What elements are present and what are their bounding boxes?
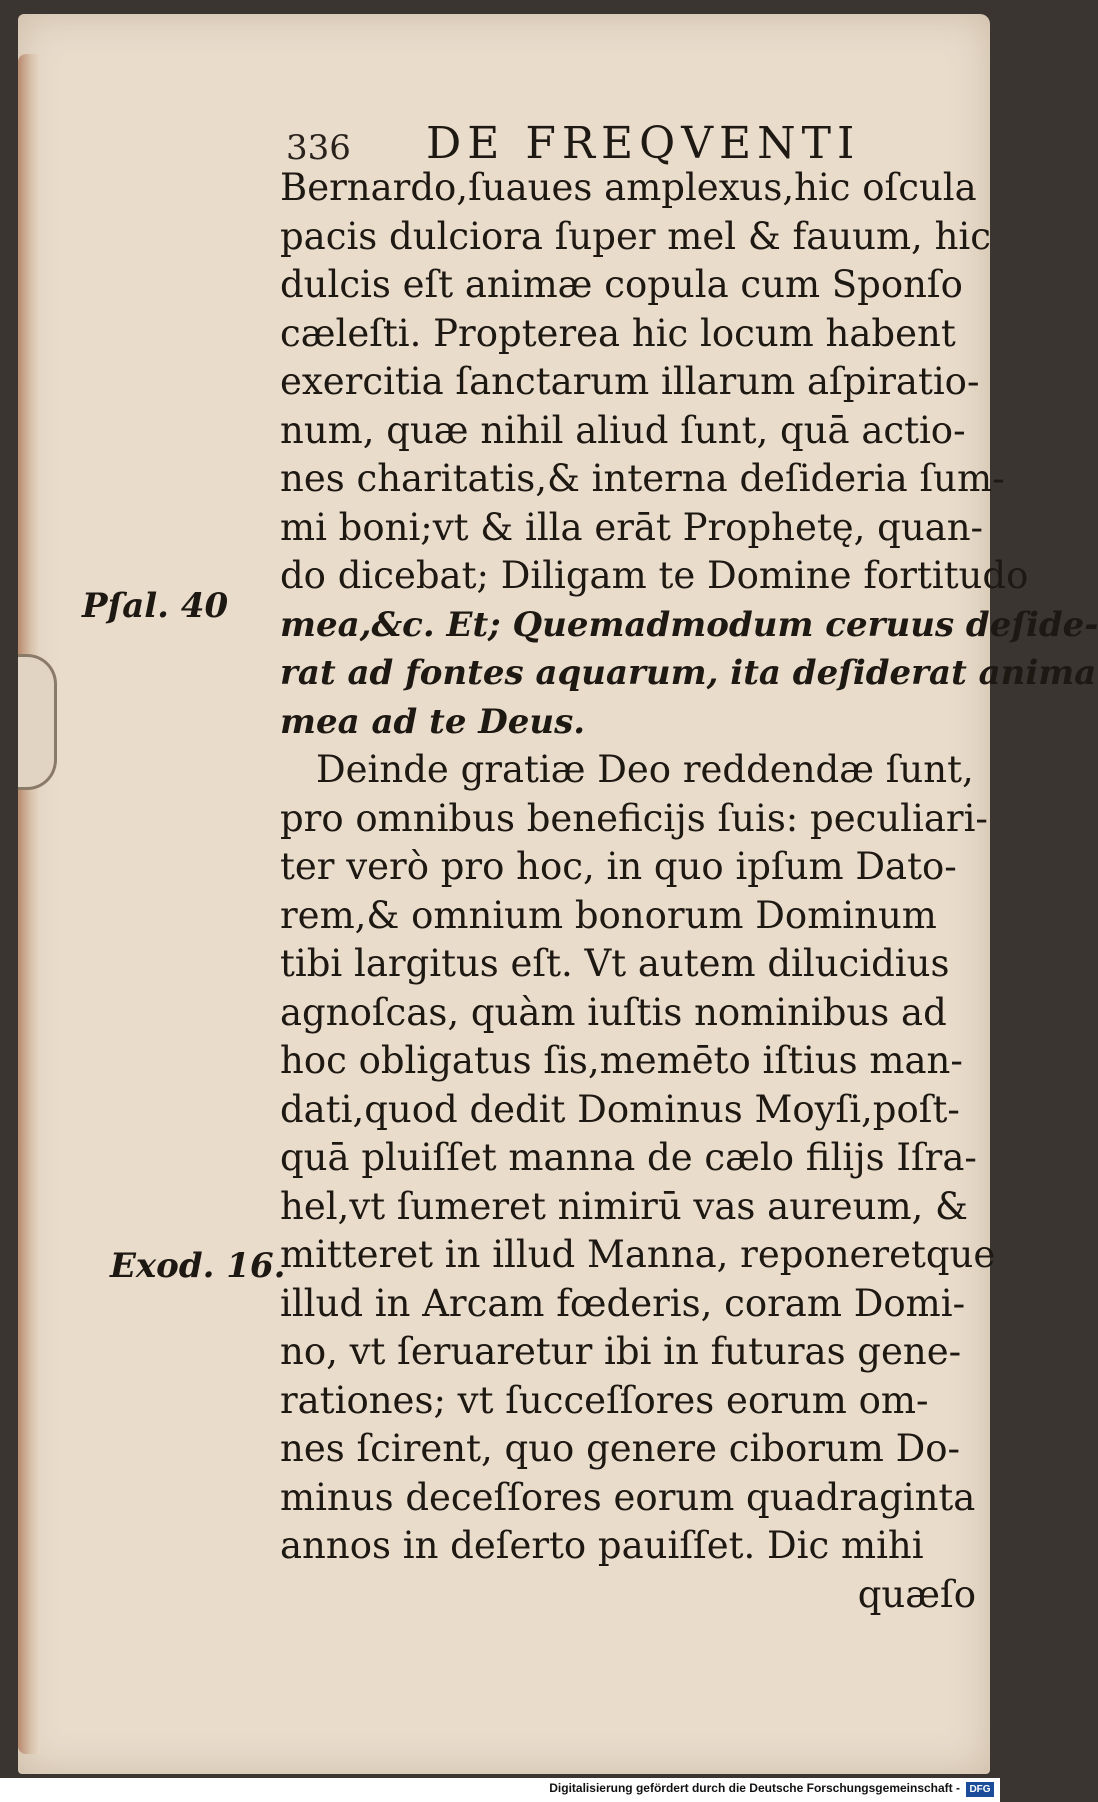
page-edge xyxy=(18,54,40,1754)
text-line: mea,&c. Et; Quemadmodum ceruus deſide- xyxy=(280,604,1098,645)
text-line: hoc obligatus ſis,memēto iſtius man- xyxy=(280,1039,963,1082)
text-line: no, vt ſeruaretur ibi in futuras gene- xyxy=(280,1330,962,1373)
text-line: quā pluiſſet manna de cælo filijs Iſra- xyxy=(280,1136,977,1179)
text-line: num, quæ nihil aliud ſunt, quā actio- xyxy=(280,408,966,452)
page-number: 336 xyxy=(286,128,351,168)
book-page xyxy=(18,14,1098,1774)
text-line: rat ad fontes aquarum, ita deſiderat anima xyxy=(280,653,1097,693)
body-text xyxy=(280,164,1098,1619)
text-line: Deinde gratiæ Deo reddendæ ſunt, xyxy=(316,748,974,791)
text-line: tibi largitus eſt. Vt autem dilucidius xyxy=(280,942,950,985)
text-line: hel,vt ſumeret nimirū vas aureum, & xyxy=(280,1184,968,1228)
footer-bar xyxy=(0,1778,1000,1802)
dfg-logo: DFG xyxy=(966,1782,994,1797)
text-line: dati,quod dedit Dominus Moyſi,poſt- xyxy=(280,1087,960,1131)
footer-credit: Digitalisierung gefördert durch die Deutsche Forschungsgemeinschaft - xyxy=(549,1781,960,1795)
text-line: minus deceſſores eorum quadraginta xyxy=(280,1475,976,1519)
text-line: agnoſcas, quàm iuſtis nominibus ad xyxy=(280,990,947,1034)
text-line: mea ad te Deus. xyxy=(280,701,586,742)
catchword: quæſo xyxy=(857,1572,976,1616)
text-line: do dicebat; Diligam te Domine fortitudo xyxy=(280,554,1029,597)
running-title: DE FREQVENTI xyxy=(426,118,861,169)
text-line: annos in deſerto pauiſſet. Dic mihi xyxy=(280,1524,924,1567)
text-line: exercitia ſanctarum illarum aſpiratio- xyxy=(280,360,980,403)
text-line: Bernardo,ſuaues amplexus,hic oſcula xyxy=(280,166,977,209)
text-line: cæleſti. Propterea hic locum habent xyxy=(280,311,956,355)
book-clasp xyxy=(18,654,57,790)
text-line: mi boni;vt & illa erāt Prophetę, quan- xyxy=(280,505,984,549)
text-line: illud in Arcam fœderis, coram Domi- xyxy=(280,1281,966,1325)
text-line: dulcis eſt animæ copula cum Sponſo xyxy=(280,263,963,306)
margin-note-psalm: Pſal. 40 xyxy=(82,586,229,626)
text-line: ter verò pro hoc, in quo ipſum Dato- xyxy=(280,845,957,888)
text-line: mitteret in illud Manna, reponeretque xyxy=(280,1233,996,1276)
text-line: pro omnibus beneficijs ſuis: peculiari- xyxy=(280,796,988,840)
margin-note-exodus: Exod. 16. xyxy=(110,1246,286,1286)
text-line: nes charitatis,& interna deſideria ſum- xyxy=(280,457,1005,500)
text-line: pacis dulciora ſuper mel & fauum, hic xyxy=(280,214,991,258)
text-line: nes ſcirent, quo genere ciborum Do- xyxy=(280,1427,961,1470)
text-line: rationes; vt ſucceſſores eorum om- xyxy=(280,1378,929,1422)
text-line: rem,& omnium bonorum Dominum xyxy=(280,893,937,937)
